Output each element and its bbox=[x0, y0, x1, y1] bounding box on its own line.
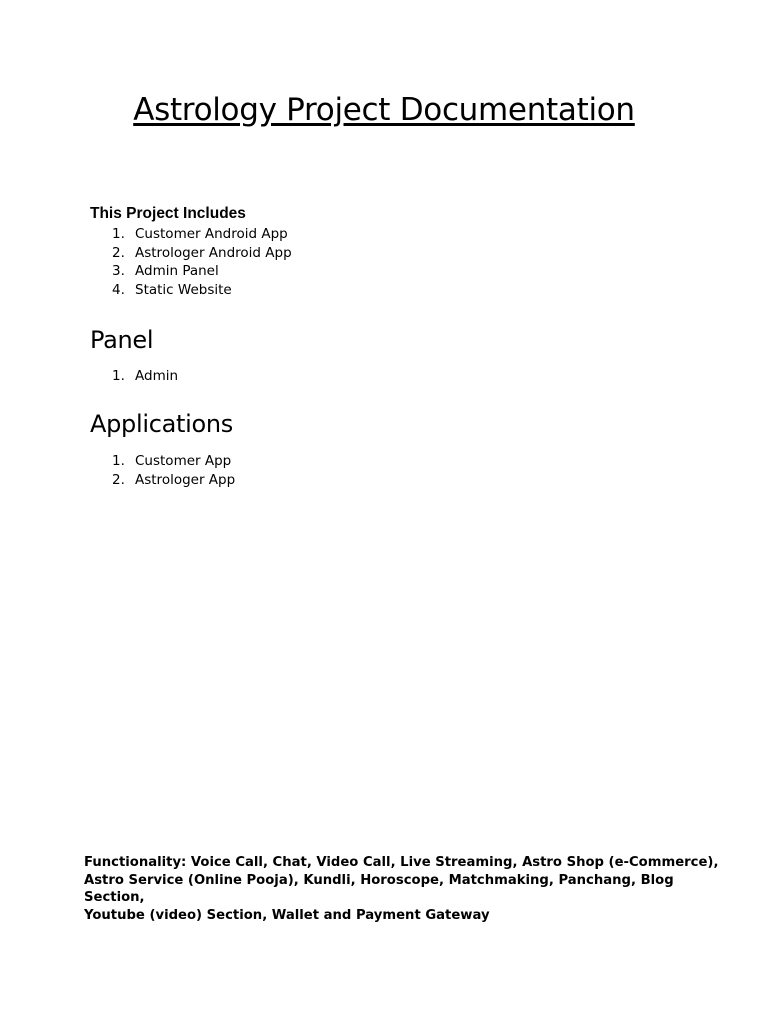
functionality-line: Functionality: Voice Call, Chat, Video Call, Live Streaming, Astro Shop (e-Commerce), bbox=[84, 855, 719, 870]
list-text: Admin Panel bbox=[135, 263, 219, 280]
functionality-line: Youtube (video) Section, Wallet and Payment Gateway bbox=[84, 907, 490, 923]
functionality-paragraph bbox=[84, 854, 724, 924]
list-number: 1. bbox=[112, 453, 125, 469]
list-text: Customer Android App bbox=[135, 226, 288, 242]
includes-heading: This Project Includes bbox=[90, 205, 246, 222]
list-number: 2. bbox=[112, 244, 125, 261]
applications-heading: Applications bbox=[90, 410, 234, 438]
document-title: Astrology Project Documentation bbox=[133, 92, 635, 128]
panel-heading: Panel bbox=[90, 326, 154, 354]
list-number: 1. bbox=[112, 226, 125, 242]
list-text: Admin bbox=[135, 368, 179, 384]
list-number: 3. bbox=[112, 263, 125, 280]
list-number: 4. bbox=[112, 282, 125, 299]
list-text: Astrologer App bbox=[135, 471, 236, 488]
list-number: 2. bbox=[112, 471, 125, 488]
functionality-line: Astro Service (Online Pooja), Kundli, Horoscope, Matchmaking, Panchang, Blog Section, bbox=[84, 872, 674, 905]
list-text: Static Website bbox=[135, 282, 232, 299]
list-number: 1. bbox=[112, 368, 125, 384]
list-text: Astrologer Android App bbox=[135, 244, 292, 261]
list-text: Customer App bbox=[135, 453, 232, 469]
